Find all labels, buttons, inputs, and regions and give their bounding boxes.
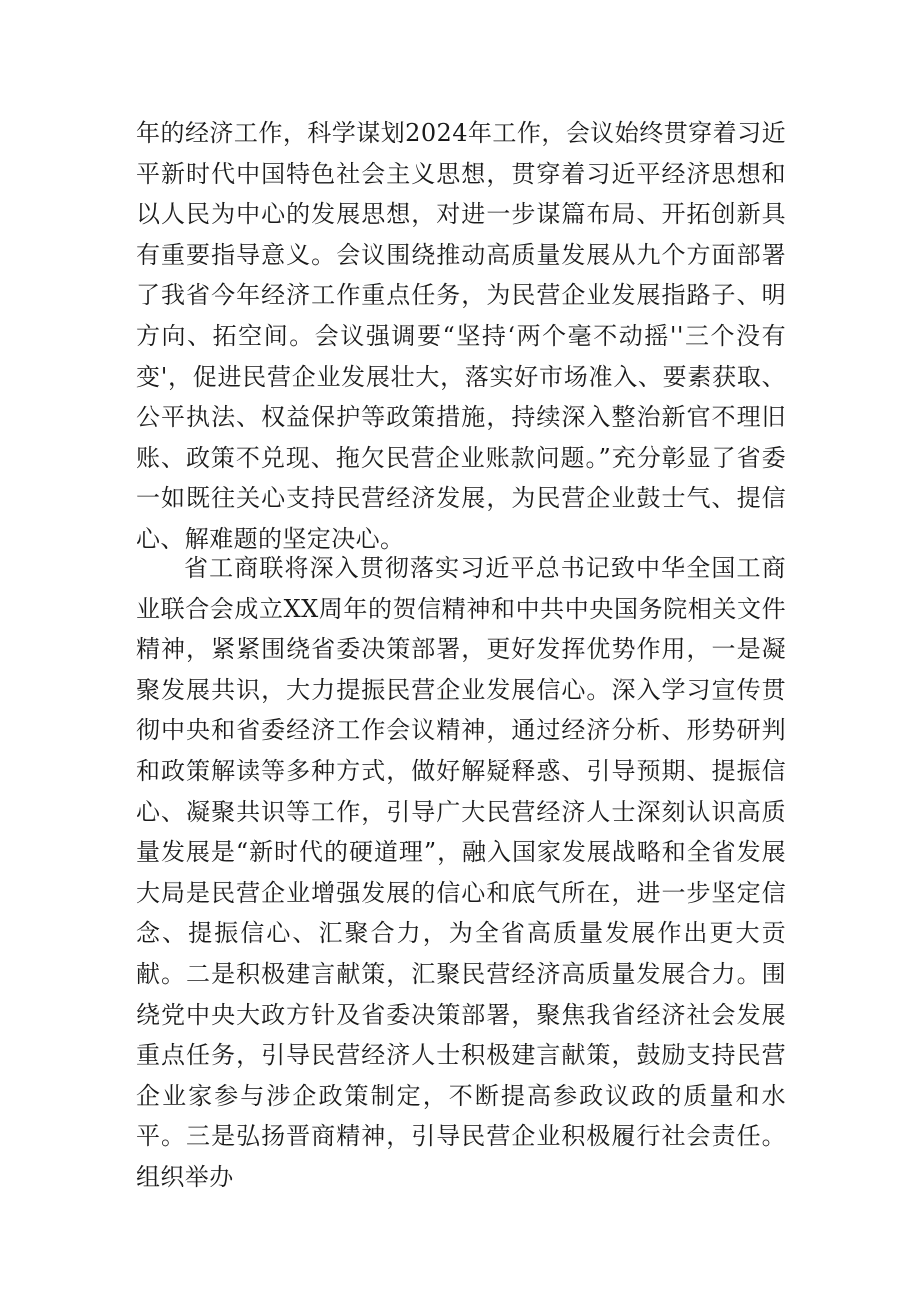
paragraph-2: 省工商联将深入贯彻落实习近平总书记致中华全国工商业联合会成立XX周年的贺信精神和中共中央国务院相关文件精神，紧紧围绕省委决策部署，更好发挥优势作用，一是凝聚发展共识，大力提振民营企业发展信心。深入学习宣传贯彻中央和省委经济工作会议精神，通过经济分析、形势研判和政策解读等多种方式，做好解疑释惑、引导预期、提振信心、凝聚共识等工作，引导广大民营经济人士深刻认识高质量发展是“新时代的硬道理”，融入国家发展战略和全省发展大局是民营企业增强发展的信心和底气所在，进一步坚定信念、提振信心、汇聚合力，为全省高质量发展作出更大贡献。二是积极建言献策，汇聚民营经济高质量发展合力。围绕党中央大政方针及省委决策部署，聚焦我省经济社会发展重点任务，引导民营经济人士积极建言献策，鼓励支持民营企业家参与涉企政策制定，不断提高参政议政的质量和水平。三是弘扬晋商精神，引导民营企业积极履行社会责任。组织举办 bbox=[136, 554, 786, 1191]
paragraph-1: 年的经济工作，科学谋划2024年工作，会议始终贯穿着习近平新时代中国特色社会主义思想，贯穿着习近平经济思想和以人民为中心的发展思想，对进一步谋篇布局、开拓创新具有重要指导意义。会议围绕推动高质量发展从九个方面部署了我省今年经济工作重点任务，为民营企业发展指路子、明方向、拓空间。会议强调要“坚持‘两个毫不动摇''三个没有变'，促进民营企业发展壮大，落实好市场准入、要素获取、公平执法、权益保护等政策措施，持续深入整治新官不理旧账、政策不兑现、拖欠民营企业账款问题。”充分彰显了省委一如既往关心支持民营经济发展，为民营企业鼓士气、提信心、解难题的坚定决心。 bbox=[136, 119, 786, 553]
